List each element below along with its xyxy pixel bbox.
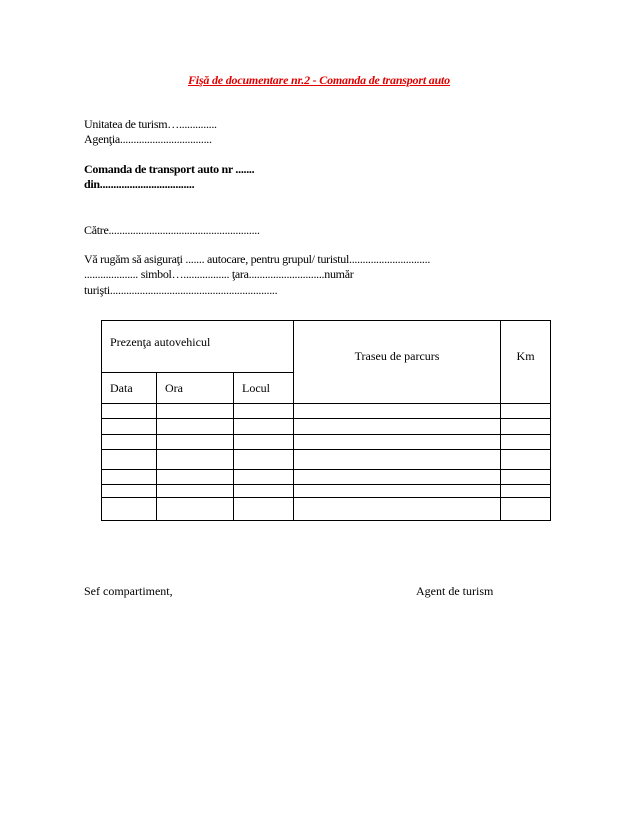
km-cell[interactable] — [501, 450, 551, 470]
km-header: Km — [516, 349, 535, 363]
request-line-1: Vă rugăm să asiguraţi ....... autocare, pentru grupul/ turistul.............................. — [84, 252, 431, 266]
km-cell[interactable] — [501, 435, 551, 450]
hour-cell[interactable] — [157, 498, 234, 521]
hour-cell[interactable] — [157, 450, 234, 470]
date-cell[interactable] — [102, 419, 157, 435]
tourism-unit-line: Unitatea de turism….............. — [84, 117, 217, 131]
table-row — [102, 485, 551, 498]
km-header-cell — [501, 321, 551, 404]
place-cell[interactable] — [234, 419, 294, 435]
order-date-line: din................................... — [84, 177, 195, 191]
table-row — [102, 470, 551, 485]
date-cell[interactable] — [102, 435, 157, 450]
route-cell[interactable] — [294, 435, 501, 450]
agency-line: Agenţia.................................. — [84, 132, 212, 146]
place-cell[interactable] — [234, 404, 294, 419]
place-cell[interactable] — [234, 470, 294, 485]
route-header: Traseu de parcurs — [354, 349, 440, 363]
km-cell[interactable] — [501, 419, 551, 435]
table-row — [102, 450, 551, 470]
route-cell[interactable] — [294, 450, 501, 470]
date-cell[interactable] — [102, 450, 157, 470]
tourism-agent-signature: Agent de turism — [416, 584, 494, 598]
table-row — [102, 404, 551, 419]
place-cell[interactable] — [234, 450, 294, 470]
place-cell[interactable] — [234, 485, 294, 498]
km-cell[interactable] — [501, 404, 551, 419]
date-cell[interactable] — [102, 485, 157, 498]
request-line-2: .................... simbol…................. ţara............................număr — [84, 267, 354, 281]
route-header-cell — [294, 321, 501, 404]
route-cell[interactable] — [294, 404, 501, 419]
place-cell[interactable] — [234, 435, 294, 450]
recipient-line: Către........................................................ — [84, 223, 260, 237]
route-cell[interactable] — [294, 485, 501, 498]
hour-cell[interactable] — [157, 404, 234, 419]
route-cell[interactable] — [294, 498, 501, 521]
km-cell[interactable] — [501, 485, 551, 498]
department-head-signature: Sef compartiment, — [84, 584, 173, 598]
hour-cell[interactable] — [157, 435, 234, 450]
date-cell[interactable] — [102, 470, 157, 485]
table-row — [102, 419, 551, 435]
date-cell[interactable] — [102, 404, 157, 419]
order-number-line: Comanda de transport auto nr ....... — [84, 162, 255, 176]
route-cell[interactable] — [294, 470, 501, 485]
document-title: Fişă de documentare nr.2 - Comanda de transport auto — [188, 73, 450, 87]
hour-cell[interactable] — [157, 485, 234, 498]
km-cell[interactable] — [501, 498, 551, 521]
date-cell[interactable] — [102, 498, 157, 521]
route-cell[interactable] — [294, 419, 501, 435]
place-cell[interactable] — [234, 498, 294, 521]
place-header: Locul — [234, 373, 294, 404]
hour-cell[interactable] — [157, 419, 234, 435]
km-cell[interactable] — [501, 470, 551, 485]
request-line-3: turişti.............................................................. — [84, 283, 278, 297]
presence-header: Prezenţa autovehicul — [110, 335, 211, 349]
table-row — [102, 498, 551, 521]
hour-header: Ora — [157, 373, 234, 404]
hour-cell[interactable] — [157, 470, 234, 485]
presence-header-cell — [102, 321, 294, 373]
table-row — [102, 435, 551, 450]
transport-order-table — [101, 320, 551, 521]
date-header: Data — [102, 373, 157, 404]
